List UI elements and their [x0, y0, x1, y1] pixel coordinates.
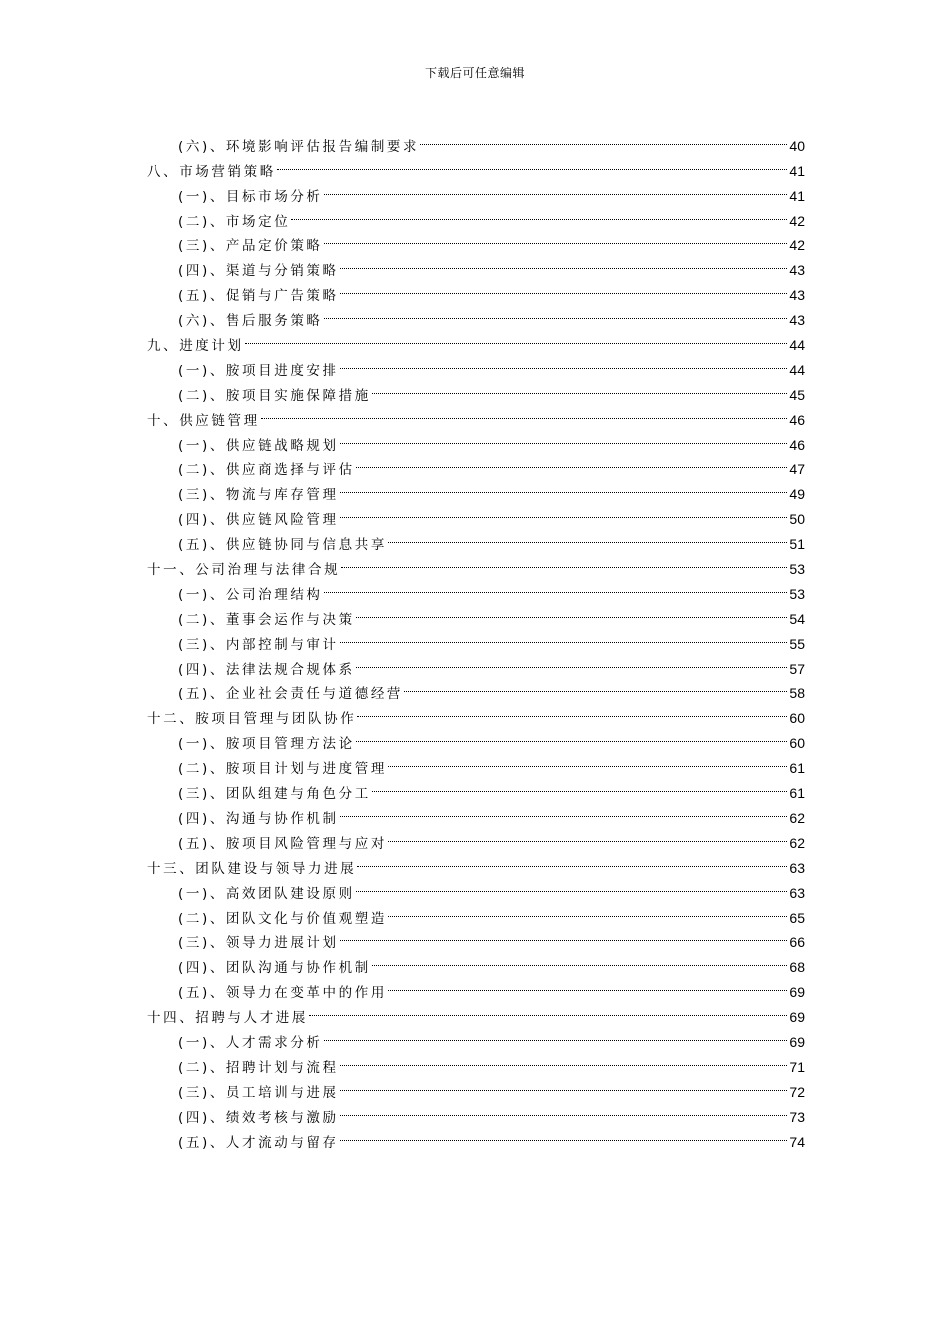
toc-dot-leader	[291, 201, 787, 226]
toc-page-number: 69	[789, 1033, 805, 1050]
page-header: 下载后可任意编辑	[424, 66, 525, 80]
toc-page-number: 54	[789, 610, 805, 627]
toc-dot-leader	[340, 1122, 788, 1147]
toc-entry-title: (三)、内部控制与审计	[178, 636, 339, 653]
toc-page-number: 74	[789, 1133, 805, 1150]
toc-page-number: 60	[789, 710, 805, 727]
toc-entry-title: (三)、团队组建与角色分工	[178, 786, 371, 803]
toc-page-number: 41	[789, 187, 805, 204]
toc-dot-leader	[245, 325, 788, 350]
toc-dot-leader	[309, 997, 787, 1022]
toc-entry-title: 九、进度计划	[147, 338, 244, 355]
toc-page-number: 69	[789, 1009, 805, 1026]
toc-entry-title: (五)、企业社会责任与道德经营	[178, 686, 404, 703]
toc-page-number: 42	[789, 237, 805, 254]
toc-entry-title: (二)、胺项目计划与进度管理	[178, 761, 387, 778]
toc-dot-leader	[356, 723, 788, 748]
toc-entry-title: (三)、产品定价策略	[178, 238, 323, 255]
toc-entry-title: (一)、人才需求分析	[178, 1034, 323, 1051]
toc-page-number: 47	[789, 461, 805, 478]
toc-dot-leader	[340, 474, 788, 499]
toc-entry-title: 十四、招聘与人才进展	[147, 1010, 308, 1027]
toc-dot-leader	[372, 947, 788, 972]
toc-entry-title: (一)、胺项目进度安排	[178, 362, 339, 379]
toc-dot-leader	[340, 1072, 788, 1097]
toc-chapter-entry[interactable]	[147, 325, 805, 355]
toc-entry-title: (二)、招聘计划与流程	[178, 1059, 339, 1076]
toc-dot-leader	[340, 425, 788, 450]
toc-dot-leader	[324, 176, 788, 201]
toc-entry-title: (三)、物流与库存管理	[178, 487, 339, 504]
toc-page-number: 62	[789, 834, 805, 851]
toc-dot-leader	[388, 972, 787, 997]
toc-entry-title: (六)、环境影响评估报告编制要求	[178, 138, 420, 155]
toc-entry-title: (五)、胺项目风险管理与应对	[178, 835, 387, 852]
toc-entry-title: (二)、供应商选择与评估	[178, 462, 355, 479]
toc-dot-leader	[324, 226, 788, 251]
toc-dot-leader	[356, 873, 788, 898]
toc-page-number: 46	[789, 436, 805, 453]
toc-page-number: 61	[789, 785, 805, 802]
toc-page-number: 61	[789, 760, 805, 777]
toc-entry-title: (六)、售后服务策略	[178, 313, 323, 330]
toc-page-number: 73	[789, 1108, 805, 1125]
toc-page-number: 42	[789, 212, 805, 229]
toc-section-entry[interactable]	[147, 126, 805, 155]
toc-dot-leader	[388, 898, 787, 923]
toc-entry-title: (三)、领导力进展计划	[178, 935, 339, 952]
toc-entry-title: 十三、团队建设与领导力进展	[147, 860, 357, 877]
toc-dot-leader	[340, 499, 788, 524]
toc-dot-leader	[324, 574, 788, 599]
toc-page-number: 50	[789, 511, 805, 528]
toc-page-number: 44	[789, 337, 805, 354]
toc-dot-leader	[277, 151, 788, 176]
toc-entry-title: (一)、公司治理结构	[178, 586, 323, 603]
toc-entry-title: (五)、供应链协同与信息共享	[178, 537, 387, 554]
toc-dot-leader	[357, 698, 787, 723]
toc-entry-title: (四)、沟通与协作机制	[178, 810, 339, 827]
toc-entry-title: 十二、胺项目管理与团队协作	[147, 711, 357, 728]
toc-entry-title: (五)、促销与广告策略	[178, 288, 339, 305]
table-of-contents	[147, 126, 805, 1151]
toc-page-number: 55	[789, 635, 805, 652]
toc-entry-title: (三)、员工培训与进展	[178, 1084, 339, 1101]
toc-dot-leader	[261, 400, 788, 425]
toc-section-entry[interactable]	[147, 350, 805, 379]
toc-dot-leader	[356, 649, 788, 674]
toc-entry-title: (四)、团队沟通与协作机制	[178, 960, 371, 977]
toc-dot-leader	[324, 300, 788, 325]
toc-page-number: 65	[789, 909, 805, 926]
toc-dot-leader	[340, 798, 788, 823]
toc-dot-leader	[372, 375, 788, 400]
toc-page-number: 71	[789, 1058, 805, 1075]
toc-entry-title: (四)、渠道与分销策略	[178, 263, 339, 280]
toc-entry-title: (二)、市场定位	[178, 213, 291, 230]
toc-page-number: 63	[789, 884, 805, 901]
toc-page-number: 53	[789, 561, 805, 578]
toc-dot-leader	[341, 549, 787, 574]
toc-page-number: 41	[789, 162, 805, 179]
toc-dot-leader	[340, 1047, 788, 1072]
toc-entry-title: (一)、目标市场分析	[178, 188, 323, 205]
toc-dot-leader	[388, 748, 787, 773]
toc-page-number: 58	[789, 685, 805, 702]
toc-dot-leader	[340, 1097, 788, 1122]
toc-page-number: 62	[789, 809, 805, 826]
toc-dot-leader	[340, 923, 788, 948]
toc-dot-leader	[388, 524, 787, 549]
toc-entry-title: (一)、供应链战略规划	[178, 437, 339, 454]
toc-dot-leader	[324, 1022, 788, 1047]
toc-entry-title: (五)、人才流动与留存	[178, 1134, 339, 1151]
toc-page-number: 49	[789, 486, 805, 503]
toc-dot-leader	[340, 350, 788, 375]
toc-entry-title: (二)、胺项目实施保障措施	[178, 387, 371, 404]
toc-dot-leader	[388, 823, 787, 848]
toc-dot-leader	[356, 450, 788, 475]
toc-entry-title: (二)、董事会运作与决策	[178, 611, 355, 628]
toc-entry-title: (四)、供应链风险管理	[178, 512, 339, 529]
toc-page-number: 45	[789, 386, 805, 403]
toc-dot-leader	[357, 848, 787, 873]
toc-page-number: 40	[789, 137, 805, 154]
toc-entry-title: (一)、高效团队建设原则	[178, 885, 355, 902]
toc-entry-title: 十一、公司治理与法律合规	[147, 562, 341, 579]
toc-entry-title: (四)、法律法规合规体系	[178, 661, 355, 678]
toc-page-number: 51	[789, 536, 805, 553]
toc-dot-leader	[340, 250, 788, 275]
toc-page-number: 72	[789, 1083, 805, 1100]
toc-entry-title: (一)、胺项目管理方法论	[178, 736, 355, 753]
toc-entry-title: 八、市场营销策略	[147, 163, 276, 180]
toc-page-number: 53	[789, 585, 805, 602]
toc-page-number: 43	[789, 312, 805, 329]
toc-dot-leader	[356, 599, 788, 624]
toc-dot-leader	[420, 126, 787, 151]
toc-entry-title: (五)、领导力在变革中的作用	[178, 985, 387, 1002]
toc-page-number: 66	[789, 934, 805, 951]
toc-dot-leader	[340, 624, 788, 649]
toc-dot-leader	[404, 674, 787, 699]
toc-page-number: 68	[789, 959, 805, 976]
toc-page-number: 63	[789, 859, 805, 876]
toc-dot-leader	[340, 275, 788, 300]
toc-page-number: 43	[789, 287, 805, 304]
toc-page-number: 69	[789, 984, 805, 1001]
toc-page-number: 44	[789, 361, 805, 378]
toc-page-number: 60	[789, 735, 805, 752]
toc-page-number: 43	[789, 262, 805, 279]
toc-entry-title: (二)、团队文化与价值观塑造	[178, 910, 387, 927]
toc-page-number: 46	[789, 411, 805, 428]
toc-entry-title: (四)、绩效考核与激励	[178, 1109, 339, 1126]
toc-entry-title: 十、供应链管理	[147, 412, 260, 429]
toc-page-number: 57	[789, 660, 805, 677]
toc-dot-leader	[372, 773, 788, 798]
